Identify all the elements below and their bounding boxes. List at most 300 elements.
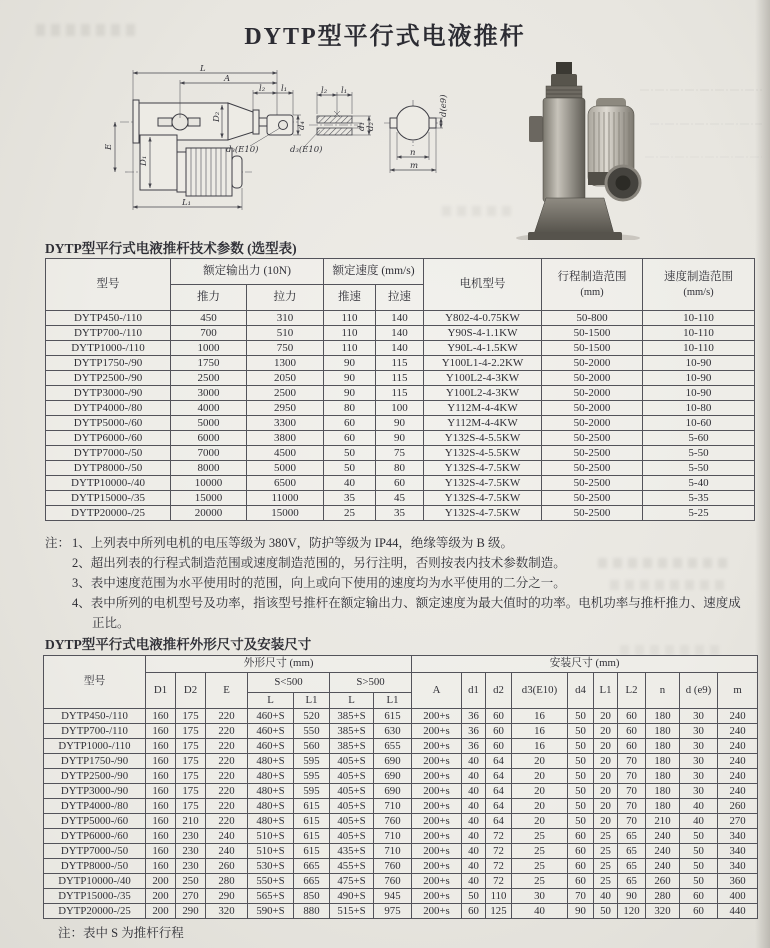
table-row <box>46 431 755 446</box>
value-cell: 16 <box>512 709 568 724</box>
value-cell: 280 <box>646 889 680 904</box>
dim-label-d4: d₄ <box>297 121 307 130</box>
value-cell: 10-110 <box>643 326 755 341</box>
value-cell: 200+s <box>412 844 462 859</box>
dim-label-E: E <box>104 143 114 150</box>
value-cell: 480+S <box>248 754 294 769</box>
value-cell: 45 <box>376 491 424 506</box>
table-row <box>46 386 755 401</box>
value-cell: 40 <box>594 889 618 904</box>
value-cell: 250 <box>176 874 206 889</box>
stroke-range-unit: (mm) <box>580 286 604 298</box>
value-cell: 510+S <box>248 829 294 844</box>
value-cell: 60 <box>680 904 718 919</box>
value-cell: 25 <box>594 859 618 874</box>
value-cell: 690 <box>374 769 412 784</box>
value-cell: 6000 <box>171 431 247 446</box>
value-cell: 405+S <box>330 769 374 784</box>
value-cell: 20 <box>512 769 568 784</box>
value-cell: 175 <box>176 799 206 814</box>
value-cell: 90 <box>618 889 646 904</box>
value-cell: 320 <box>646 904 680 919</box>
value-cell: 180 <box>646 799 680 814</box>
value-cell: 3800 <box>247 431 324 446</box>
table-row <box>46 326 755 341</box>
value-cell: 160 <box>146 769 176 784</box>
value-cell: 30 <box>680 769 718 784</box>
value-cell: 35 <box>324 491 376 506</box>
value-cell: 220 <box>206 724 248 739</box>
speed-range-label: 速度制造范围 <box>664 271 734 284</box>
value-cell: 60 <box>486 739 512 754</box>
value-cell: 220 <box>206 754 248 769</box>
value-cell: 595 <box>294 754 330 769</box>
value-cell: 25 <box>594 844 618 859</box>
value-cell: 2050 <box>247 371 324 386</box>
value-cell: 475+S <box>330 874 374 889</box>
value-cell: Y112M-4-4KW <box>424 401 542 416</box>
value-cell: 70 <box>618 799 646 814</box>
col-header-L1-lt: L1 <box>294 693 330 709</box>
value-cell: 480+S <box>248 799 294 814</box>
value-cell: 240 <box>718 709 758 724</box>
value-cell: 435+S <box>330 844 374 859</box>
value-cell: 220 <box>206 739 248 754</box>
value-cell: 880 <box>294 904 330 919</box>
value-cell: 260 <box>206 859 248 874</box>
col-header-d-e9: d (e9) <box>680 673 718 709</box>
value-cell: 50 <box>324 446 376 461</box>
dim-label-l2: l₂ <box>259 84 266 94</box>
table-row <box>44 784 758 799</box>
table-row <box>44 754 758 769</box>
value-cell: 405+S <box>330 754 374 769</box>
value-cell: 180 <box>646 784 680 799</box>
value-cell: 690 <box>374 784 412 799</box>
value-cell: 480+S <box>248 784 294 799</box>
value-cell: 460+S <box>248 724 294 739</box>
value-cell: 15000 <box>171 491 247 506</box>
footer-note: 注：表中 S 为推杆行程 <box>58 926 184 940</box>
model-cell: DYTP1000-/110 <box>46 341 171 356</box>
value-cell: 460+S <box>248 739 294 754</box>
col-header-m: m <box>718 673 758 709</box>
value-cell: 360 <box>718 874 758 889</box>
table-row <box>44 814 758 829</box>
value-cell: 385+S <box>330 709 374 724</box>
value-cell: 80 <box>376 461 424 476</box>
value-cell: 3300 <box>247 416 324 431</box>
dim-label-d3-sec: d₃(E10) <box>290 145 323 155</box>
model-cell: DYTP3000-/90 <box>44 784 146 799</box>
drawing-main-view <box>104 64 307 210</box>
col-header-d3: d3(E10) <box>512 673 568 709</box>
table-row <box>44 769 758 784</box>
model-cell: DYTP6000-/60 <box>46 431 171 446</box>
table-row <box>46 401 755 416</box>
value-cell: 110 <box>324 341 376 356</box>
value-cell: 60 <box>568 874 594 889</box>
table-row <box>44 709 758 724</box>
value-cell: 160 <box>146 799 176 814</box>
value-cell: 16 <box>512 724 568 739</box>
value-cell: 25 <box>512 844 568 859</box>
value-cell: 320 <box>206 904 248 919</box>
value-cell: 160 <box>146 829 176 844</box>
value-cell: 240 <box>646 829 680 844</box>
dim-label-d3: d₃(E10) <box>226 145 259 155</box>
value-cell: Y112M-4-4KW <box>424 416 542 431</box>
value-cell: 50 <box>568 754 594 769</box>
value-cell: 220 <box>206 814 248 829</box>
value-cell: 700 <box>171 326 247 341</box>
value-cell: 385+S <box>330 724 374 739</box>
group-header-s-gt-500: S>500 <box>330 673 412 693</box>
model-cell: DYTP8000-/50 <box>46 461 171 476</box>
value-cell: 220 <box>206 784 248 799</box>
value-cell: 90 <box>324 356 376 371</box>
value-cell: 850 <box>294 889 330 904</box>
value-cell: 10-90 <box>643 356 755 371</box>
value-cell: 750 <box>247 341 324 356</box>
value-cell: 11000 <box>247 491 324 506</box>
value-cell: 70 <box>618 784 646 799</box>
col-header-rated-speed: 额定速度 (mm/s) <box>324 259 424 285</box>
value-cell: 560 <box>294 739 330 754</box>
value-cell: 50 <box>462 889 486 904</box>
value-cell: 60 <box>376 476 424 491</box>
value-cell: 10-90 <box>643 371 755 386</box>
value-cell: 20 <box>594 709 618 724</box>
value-cell: 565+S <box>248 889 294 904</box>
value-cell: 4000 <box>171 401 247 416</box>
table-row <box>46 416 755 431</box>
value-cell: 50 <box>680 859 718 874</box>
value-cell: 405+S <box>330 784 374 799</box>
value-cell: 60 <box>618 709 646 724</box>
value-cell: 50-1500 <box>542 326 643 341</box>
col-header-rated-output: 额定输出力 (10N) <box>171 259 324 285</box>
col-header-L1: L1 <box>594 673 618 709</box>
value-cell: 200+s <box>412 904 462 919</box>
model-cell: DYTP700-/110 <box>46 326 171 341</box>
drawing-section-view <box>290 86 376 155</box>
value-cell: 50-2000 <box>542 371 643 386</box>
table-row <box>44 829 758 844</box>
notes-prefix: 注： <box>45 536 71 550</box>
col-header-pull-speed: 拉速 <box>376 285 424 311</box>
value-cell: 160 <box>146 754 176 769</box>
value-cell: 40 <box>324 476 376 491</box>
value-cell: 200+s <box>412 769 462 784</box>
section1-title: DYTP型平行式电液推杆技术参数 (选型表) <box>45 241 297 256</box>
value-cell: Y132S-4-7.5KW <box>424 506 542 521</box>
value-cell: 115 <box>376 386 424 401</box>
value-cell: 175 <box>176 769 206 784</box>
value-cell: 690 <box>374 754 412 769</box>
value-cell: 20 <box>594 754 618 769</box>
value-cell: 50 <box>568 784 594 799</box>
value-cell: 80 <box>324 401 376 416</box>
value-cell: Y132S-4-7.5KW <box>424 461 542 476</box>
value-cell: 20 <box>594 799 618 814</box>
value-cell: 90 <box>376 416 424 431</box>
value-cell: 50-2000 <box>542 401 643 416</box>
col-header-d2: d2 <box>486 673 512 709</box>
value-cell: 200+s <box>412 724 462 739</box>
value-cell: 75 <box>376 446 424 461</box>
value-cell: 200+s <box>412 799 462 814</box>
table-row <box>44 859 758 874</box>
value-cell: 10-60 <box>643 416 755 431</box>
model-cell: DYTP2500-/90 <box>46 371 171 386</box>
value-cell: 975 <box>374 904 412 919</box>
value-cell: 60 <box>680 889 718 904</box>
value-cell: 515+S <box>330 904 374 919</box>
value-cell: 140 <box>376 311 424 326</box>
model-cell: DYTP8000-/50 <box>44 859 146 874</box>
value-cell: 25 <box>512 829 568 844</box>
value-cell: 200+s <box>412 754 462 769</box>
col-header-motor: 电机型号 <box>424 259 542 311</box>
value-cell: 260 <box>718 799 758 814</box>
value-cell: 5000 <box>247 461 324 476</box>
value-cell: 10-90 <box>643 386 755 401</box>
value-cell: 530+S <box>248 859 294 874</box>
value-cell: 60 <box>324 431 376 446</box>
value-cell: 340 <box>718 859 758 874</box>
value-cell: 35 <box>376 506 424 521</box>
value-cell: 125 <box>486 904 512 919</box>
col-header-L-lt: L <box>248 693 294 709</box>
value-cell: 615 <box>294 799 330 814</box>
model-cell: DYTP2500-/90 <box>44 769 146 784</box>
value-cell: 5-50 <box>643 461 755 476</box>
notes-list <box>45 533 743 633</box>
value-cell: 50-1500 <box>542 341 643 356</box>
value-cell: 180 <box>646 724 680 739</box>
col-header-model: 型号 <box>46 259 171 311</box>
value-cell: 175 <box>176 739 206 754</box>
value-cell: Y132S-4-5.5KW <box>424 446 542 461</box>
model-cell: DYTP15000-/35 <box>44 889 146 904</box>
col-header-stroke-range <box>542 259 643 311</box>
value-cell: 30 <box>680 739 718 754</box>
value-cell: Y132S-4-7.5KW <box>424 476 542 491</box>
value-cell: Y802-4-0.75KW <box>424 311 542 326</box>
table-row <box>44 844 758 859</box>
model-cell: DYTP20000-/25 <box>44 904 146 919</box>
value-cell: 480+S <box>248 769 294 784</box>
value-cell: 40 <box>512 904 568 919</box>
value-cell: 595 <box>294 769 330 784</box>
value-cell: 240 <box>206 844 248 859</box>
note-item: 3、表中速度范围为水平使用时的范围，向上或向下使用的速度均为水平使用的二分之一。 <box>72 576 566 590</box>
value-cell: 72 <box>486 844 512 859</box>
value-cell: 440 <box>718 904 758 919</box>
col-header-pull: 拉力 <box>247 285 324 311</box>
value-cell: 90 <box>568 904 594 919</box>
model-cell: DYTP15000-/35 <box>46 491 171 506</box>
value-cell: 5000 <box>171 416 247 431</box>
value-cell: 140 <box>376 341 424 356</box>
value-cell: 110 <box>324 311 376 326</box>
dim-label-L1: L₁ <box>182 198 192 208</box>
value-cell: 550 <box>294 724 330 739</box>
bleed-smudge <box>620 645 720 655</box>
dim-label-D1: D₁ <box>139 155 149 166</box>
value-cell: 50-2000 <box>542 416 643 431</box>
model-cell: DYTP1000-/110 <box>44 739 146 754</box>
value-cell: 405+S <box>330 829 374 844</box>
value-cell: 200 <box>146 889 176 904</box>
value-cell: 50-2500 <box>542 431 643 446</box>
value-cell: 200+s <box>412 709 462 724</box>
notes-block <box>45 533 743 633</box>
value-cell: 36 <box>462 709 486 724</box>
table-row <box>46 506 755 521</box>
value-cell: 160 <box>146 844 176 859</box>
value-cell: 70 <box>618 814 646 829</box>
model-cell: DYTP6000-/60 <box>44 829 146 844</box>
value-cell: 40 <box>462 799 486 814</box>
dim-label-l1-sec: l₁ <box>341 86 348 96</box>
col-header-L1-gt: L1 <box>374 693 412 709</box>
col-header-D1: D1 <box>146 673 176 709</box>
table-row <box>46 371 755 386</box>
value-cell: 40 <box>462 769 486 784</box>
value-cell: 240 <box>206 829 248 844</box>
value-cell: 200+s <box>412 874 462 889</box>
value-cell: 260 <box>646 874 680 889</box>
value-cell: 70 <box>568 889 594 904</box>
value-cell: 3000 <box>171 386 247 401</box>
value-cell: 240 <box>718 739 758 754</box>
figure-row <box>0 62 770 240</box>
value-cell: 140 <box>376 326 424 341</box>
value-cell: Y100L2-4-3KW <box>424 386 542 401</box>
product-photo <box>516 62 762 240</box>
col-header-speed-range <box>643 259 755 311</box>
value-cell: 90 <box>324 386 376 401</box>
value-cell: 20 <box>594 739 618 754</box>
dim-label-L: L <box>200 64 206 74</box>
dim-label-l2-sec: l₂ <box>321 86 328 96</box>
value-cell: 50 <box>680 829 718 844</box>
value-cell: 40 <box>462 814 486 829</box>
value-cell: 110 <box>486 889 512 904</box>
value-cell: 5-60 <box>643 431 755 446</box>
value-cell: 60 <box>486 724 512 739</box>
dim-label-A: A <box>224 74 231 84</box>
value-cell: 595 <box>294 784 330 799</box>
model-cell: DYTP450-/110 <box>46 311 171 326</box>
value-cell: 590+S <box>248 904 294 919</box>
value-cell: 20 <box>512 784 568 799</box>
value-cell: 175 <box>176 709 206 724</box>
value-cell: 65 <box>618 874 646 889</box>
table-row <box>46 461 755 476</box>
table-row <box>44 904 758 919</box>
value-cell: 100 <box>376 401 424 416</box>
value-cell: 65 <box>618 829 646 844</box>
model-cell: DYTP1750-/90 <box>46 356 171 371</box>
model-cell: DYTP7000-/50 <box>44 844 146 859</box>
value-cell: 30 <box>680 784 718 799</box>
value-cell: 60 <box>618 724 646 739</box>
value-cell: 2950 <box>247 401 324 416</box>
table-row <box>44 874 758 889</box>
value-cell: 2500 <box>171 371 247 386</box>
value-cell: 60 <box>324 416 376 431</box>
value-cell: 50 <box>680 874 718 889</box>
value-cell: 90 <box>376 431 424 446</box>
group-header-s-lt-500: S<500 <box>248 673 330 693</box>
value-cell: 615 <box>294 814 330 829</box>
value-cell: 405+S <box>330 814 374 829</box>
note-item: 4、表中所列的电机型号及功率，指该型号推杆在额定输出力、额定速度为最大值时的功率。电机功率与推杆推力、速度成正比。 <box>72 596 741 630</box>
value-cell: 115 <box>376 371 424 386</box>
value-cell: 70 <box>618 769 646 784</box>
value-cell: 70 <box>618 754 646 769</box>
value-cell: 665 <box>294 874 330 889</box>
table-row <box>46 476 755 491</box>
value-cell: Y100L1-4-2.2KW <box>424 356 542 371</box>
value-cell: 1750 <box>171 356 247 371</box>
value-cell: 16 <box>512 739 568 754</box>
value-cell: 180 <box>646 739 680 754</box>
value-cell: 200+s <box>412 784 462 799</box>
model-cell: DYTP5000-/60 <box>46 416 171 431</box>
col-header-d1: d1 <box>462 673 486 709</box>
value-cell: 160 <box>146 739 176 754</box>
col-header-n: n <box>646 673 680 709</box>
value-cell: 60 <box>568 844 594 859</box>
value-cell: 160 <box>146 724 176 739</box>
value-cell: 520 <box>294 709 330 724</box>
value-cell: 40 <box>462 859 486 874</box>
value-cell: 50-2500 <box>542 476 643 491</box>
dim-label-D2: D₂ <box>212 111 222 122</box>
value-cell: 40 <box>680 814 718 829</box>
value-cell: 280 <box>206 874 248 889</box>
value-cell: 40 <box>462 874 486 889</box>
value-cell: 7000 <box>171 446 247 461</box>
value-cell: 20 <box>594 784 618 799</box>
value-cell: 1300 <box>247 356 324 371</box>
value-cell: 710 <box>374 799 412 814</box>
model-cell: DYTP4000-/80 <box>44 799 146 814</box>
table-row <box>46 341 755 356</box>
value-cell: 240 <box>718 724 758 739</box>
value-cell: 65 <box>618 859 646 874</box>
value-cell: 200 <box>146 904 176 919</box>
value-cell: 8000 <box>171 461 247 476</box>
model-cell: DYTP700-/110 <box>44 724 146 739</box>
value-cell: 25 <box>594 829 618 844</box>
value-cell: 20 <box>512 754 568 769</box>
value-cell: 15000 <box>247 506 324 521</box>
value-cell: 30 <box>680 709 718 724</box>
model-cell: DYTP3000-/90 <box>46 386 171 401</box>
value-cell: 400 <box>718 889 758 904</box>
value-cell: 6500 <box>247 476 324 491</box>
value-cell: 50 <box>568 799 594 814</box>
value-cell: 50 <box>568 709 594 724</box>
value-cell: 50-2500 <box>542 506 643 521</box>
value-cell: 240 <box>646 844 680 859</box>
value-cell: 460+S <box>248 709 294 724</box>
